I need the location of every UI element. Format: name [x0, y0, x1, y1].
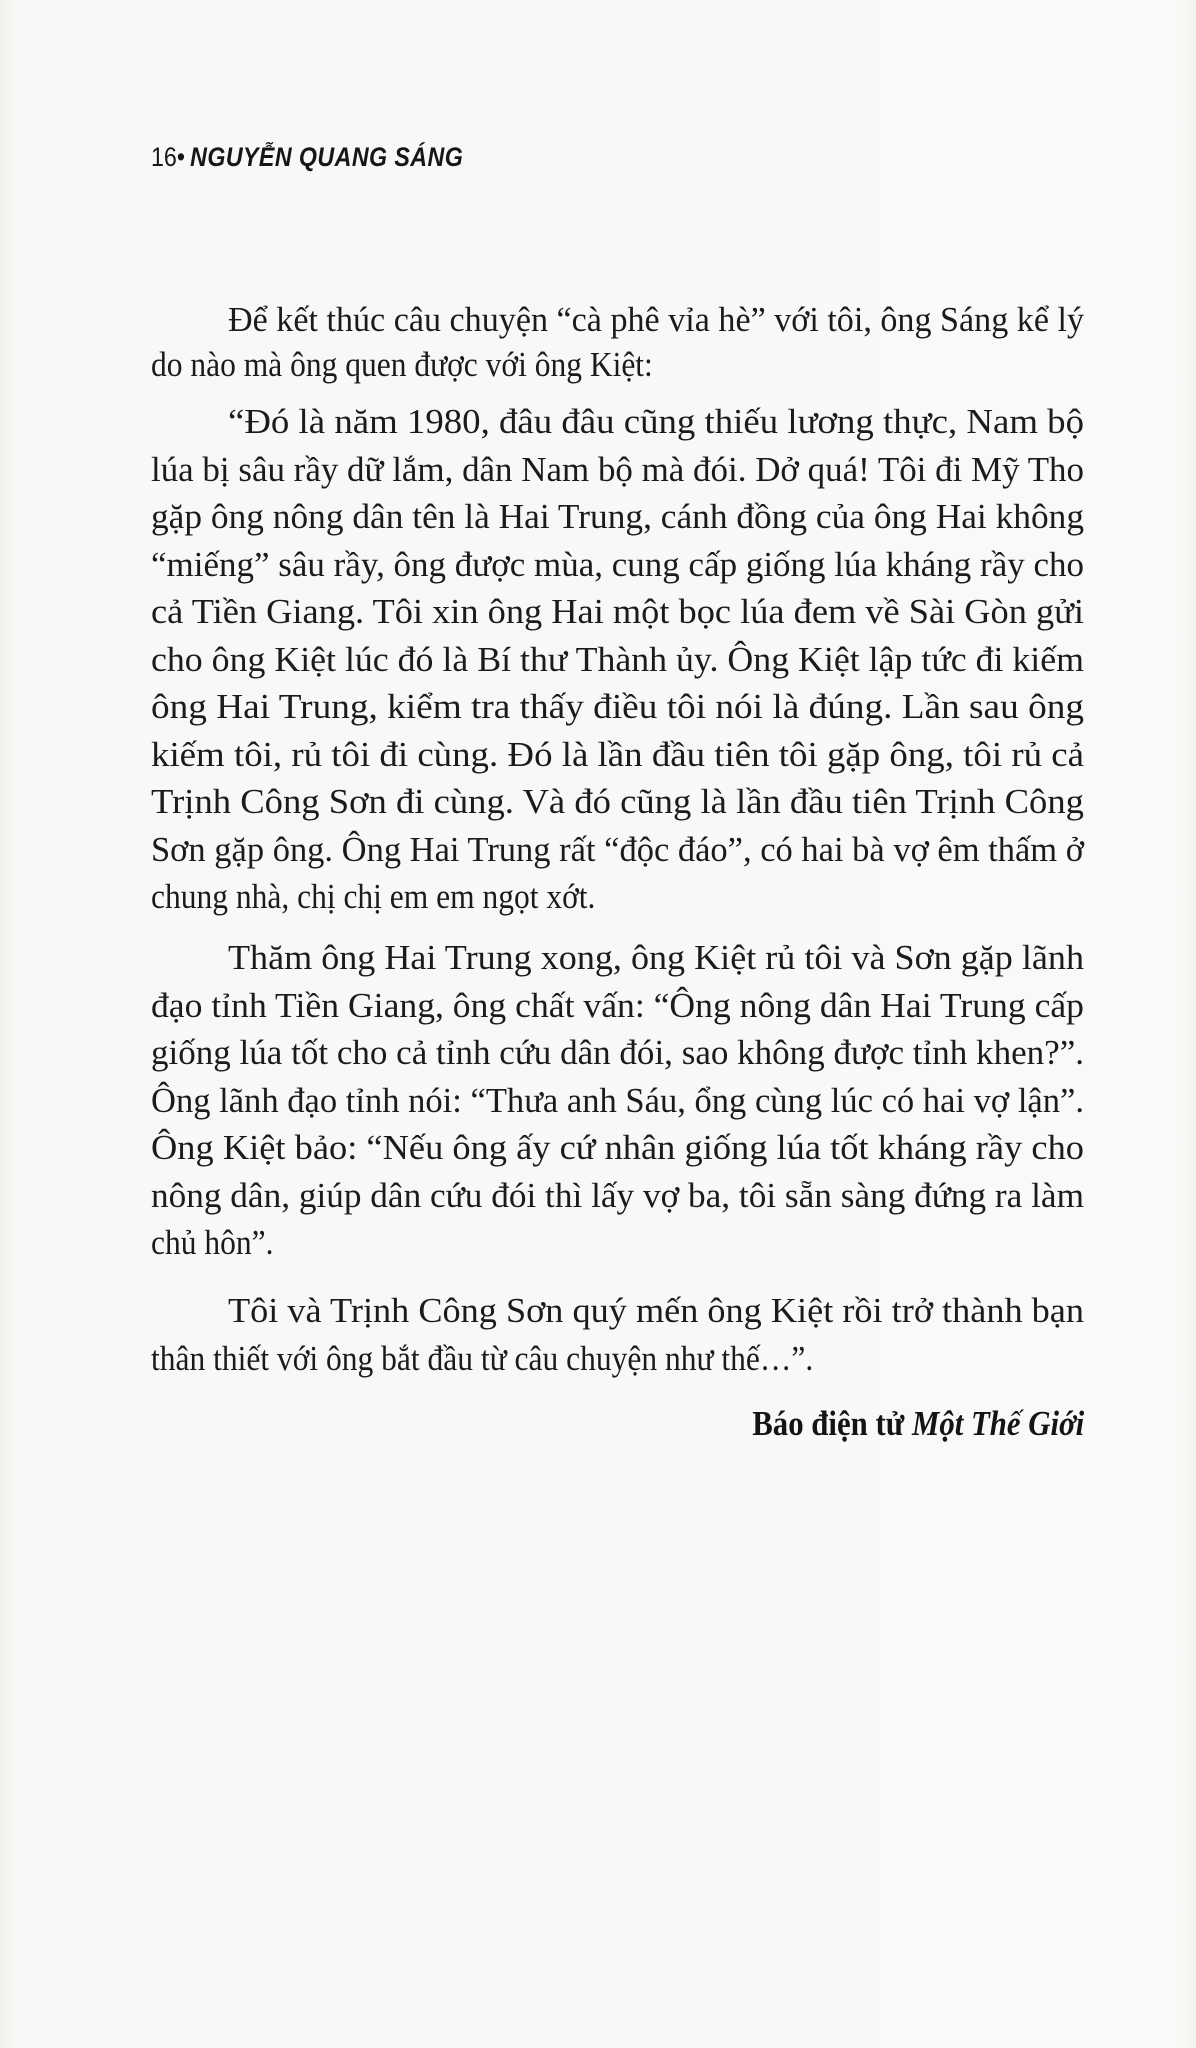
text-line-content: Trịnh Công Sơn đi cùng. Và đó cũng là lần đầu tiên Trịnh Công [151, 782, 1084, 821]
text-line-content: Ông lãnh đạo tỉnh nói: “Thưa anh Sáu, ổng cùng lúc có hai vợ lận”. [151, 1080, 1084, 1120]
text-line-content: lúa bị sâu rầy dữ lắm, dân Nam bộ mà đói. Dở quá! Tôi đi Mỹ Tho [151, 449, 1084, 489]
text-line [151, 343, 709, 387]
text-line-content: do nào mà ông quen được với ông Kiệt: [151, 345, 653, 384]
text-line-content: Thăm ông Hai Trung xong, ông Kiệt rủ tôi và Sơn gặp lãnh [228, 938, 1084, 977]
text-line [151, 1079, 1096, 1123]
text-line-content: chủ hôn”. [151, 1223, 274, 1262]
text-line-content: kiếm tôi, rủ tôi đi cùng. Đó là lần đầu tiên tôi gặp ông, tôi rủ cả [151, 734, 1084, 774]
text-line [151, 984, 1084, 1028]
page-number: 16• [151, 142, 185, 172]
text-line-content: gặp ông nông dân tên là Hai Trung, cánh đồng của ông Hai không [151, 497, 1084, 536]
text-line-content: Tôi và Trịnh Công Sơn quý mến ông Kiệt rồi trở thành bạn [228, 1291, 1084, 1330]
text-line [151, 1031, 1083, 1075]
text-line [151, 1174, 1084, 1218]
text-line-content: “miếng” sâu rầy, ông được mùa, cung cấp giống lúa kháng rầy cho [151, 544, 1084, 584]
text-line-content: Ông Kiệt bảo: “Nếu ông ấy cứ nhân giống lúa tốt kháng rầy cho [151, 1128, 1084, 1167]
text-line-content: thân thiết với ông bắt đầu từ câu chuyện như thế…”. [151, 1338, 814, 1378]
text-line [228, 936, 1084, 980]
text-line [151, 1221, 287, 1265]
text-line [151, 780, 1084, 824]
text-line-content: nông dân, giúp dân cứu đói thì lấy vợ ba, tôi sẵn sàng đứng ra làm [151, 1175, 1084, 1215]
source-attribution [752, 1402, 1084, 1446]
text-line [151, 875, 645, 919]
text-line [228, 298, 1107, 342]
running-header [151, 142, 463, 173]
text-line [151, 733, 1084, 777]
text-line [228, 1289, 1084, 1333]
text-line [151, 638, 1084, 682]
author-name: NGUYỄN QUANG SÁNG [190, 142, 464, 172]
text-line-content: chung nhà, chị chị em em ngọt xớt. [151, 877, 596, 916]
text-line-content: đạo tỉnh Tiền Giang, ông chất vấn: “Ông nông dân Hai Trung cấp [151, 985, 1084, 1025]
text-line-content: ông Hai Trung, kiểm tra thấy điều tôi nói là đúng. Lần sau ông [151, 687, 1084, 726]
text-line-content: cả Tiền Giang. Tôi xin ông Hai một bọc lúa đem về Sài Gòn gửi [151, 592, 1084, 631]
text-line-content: cho ông Kiệt lúc đó là Bí thư Thành ủy. Ông Kiệt lập tức đi kiếm [151, 639, 1084, 679]
text-line [151, 543, 1084, 587]
text-line-content: Sơn gặp ông. Ông Hai Trung rất “độc đáo”, có hai bà vợ êm thấm ở [151, 829, 1084, 869]
text-line [151, 1126, 1084, 1170]
text-line [151, 828, 1098, 872]
text-line [151, 685, 1084, 729]
text-line [151, 448, 1085, 492]
text-line [151, 590, 1084, 634]
text-line [228, 400, 1084, 444]
text-line-content: giống lúa tốt cho cả tỉnh cứu dân đói, sao không được tỉnh khen?”. [151, 1033, 1084, 1072]
text-line-content: Để kết thúc câu chuyện “cà phê vỉa hè” với tôi, ông Sáng kể lý [228, 300, 1084, 339]
text-line [151, 495, 1084, 539]
source-publication: Một Thế Giới [911, 1404, 1084, 1443]
source-prefix: Báo điện tử [752, 1404, 905, 1443]
text-line [151, 1337, 887, 1381]
text-line-content: “Đó là năm 1980, đâu đâu cũng thiếu lương thực, Nam bộ [228, 402, 1084, 441]
